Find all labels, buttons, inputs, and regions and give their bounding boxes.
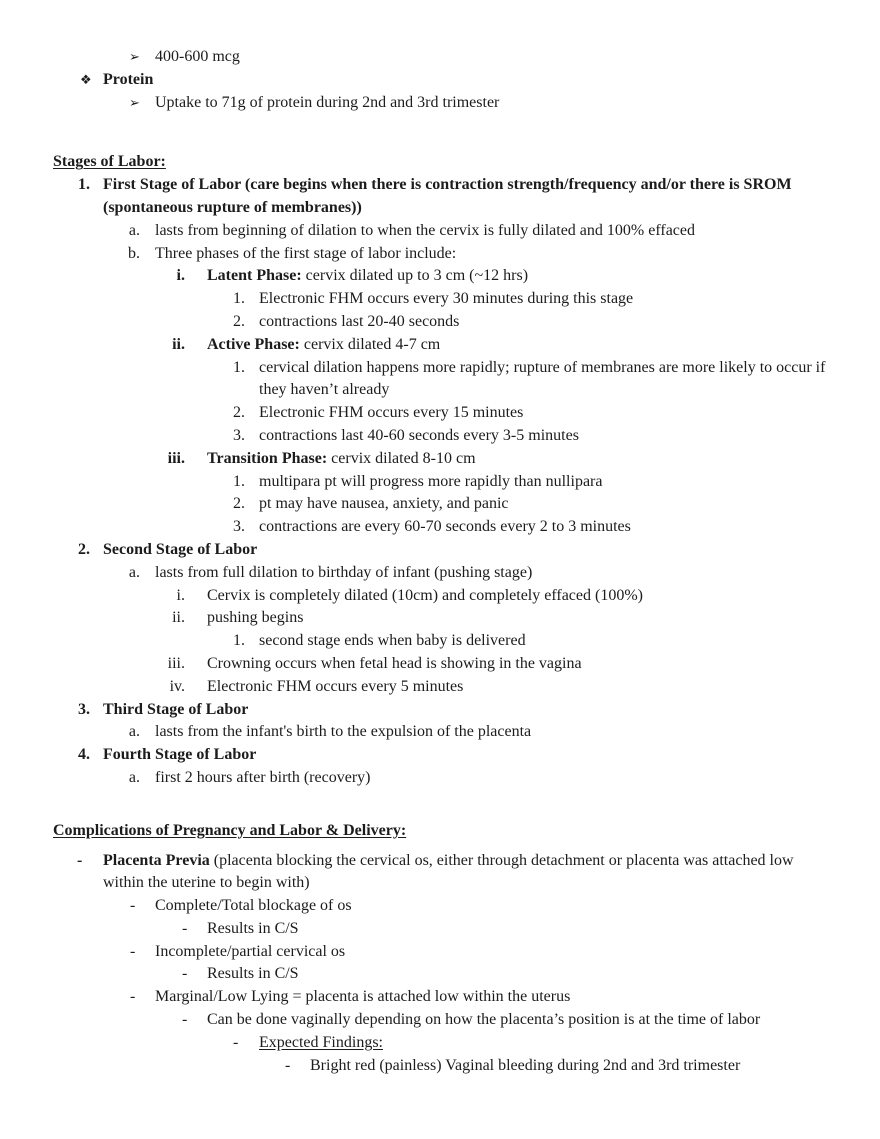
list-item	[53, 895, 827, 918]
list-item	[53, 767, 827, 790]
list-number: iv.	[169, 677, 185, 695]
dash-bullet: -	[130, 942, 136, 960]
list-number: 1.	[233, 472, 245, 490]
list-item-text: multipara pt will progress more rapidly than nullipara	[259, 472, 603, 490]
dash-bullet: -	[130, 897, 136, 915]
list-number: a.	[128, 768, 140, 786]
list-item-text: Electronic FHM occurs every 15 minutes	[259, 404, 524, 422]
list-item-text: pt may have nausea, anxiety, and panic	[259, 495, 509, 513]
dash-bullet: -	[182, 919, 188, 937]
list-item-text: pushing begins	[207, 609, 304, 627]
list-item-text: Transition Phase: cervix dilated 8-10 cm	[207, 449, 476, 467]
list-number: 2.	[233, 404, 245, 422]
list-item	[53, 653, 827, 676]
list-item-text: Expected Findings:	[259, 1033, 383, 1051]
list-item-text: Incomplete/partial cervical os	[155, 942, 346, 960]
list-item-text: Placenta Previa (placenta blocking the cervical os, either through detachment or placenta was attached low within the uterine to begin with)	[103, 851, 794, 892]
list-item-text: contractions are every 60-70 seconds every 2 to 3 minutes	[259, 518, 631, 536]
list-item-text: Protein	[103, 70, 154, 88]
list-item-text: lasts from beginning of dilation to when the cervix is fully dilated and 100% effaced	[155, 221, 696, 239]
list-number: b.	[128, 244, 140, 262]
list-item	[53, 92, 827, 115]
list-number: 3.	[233, 518, 245, 536]
list-number: ii.	[172, 609, 185, 627]
list-number: i.	[176, 267, 185, 285]
list-item	[53, 493, 827, 516]
list-item	[53, 402, 827, 425]
list-item	[53, 676, 827, 699]
list-item	[53, 357, 827, 403]
list-number: 1.	[233, 290, 245, 308]
list-item-text: Electronic FHM occurs every 30 minutes during this stage	[259, 290, 634, 308]
list-item	[53, 1055, 827, 1078]
list-item-text: contractions last 20-40 seconds	[259, 312, 460, 330]
list-number: a.	[128, 723, 140, 741]
list-item	[53, 721, 827, 744]
list-item	[53, 699, 827, 722]
list-number: a.	[128, 563, 140, 581]
list-item-text: Electronic FHM occurs every 5 minutes	[207, 677, 464, 695]
list-item	[53, 585, 827, 608]
list-number: 3.	[233, 426, 245, 444]
list-item-text: second stage ends when baby is delivered	[259, 632, 526, 650]
list-item-text: Marginal/Low Lying = placenta is attached low within the uterus	[155, 988, 571, 1006]
list-item	[53, 174, 827, 220]
bold-lead-in: Active Phase:	[207, 335, 300, 353]
list-item-text: Crowning occurs when fetal head is showing in the vagina	[207, 654, 582, 672]
dash-bullet: -	[130, 988, 136, 1006]
list-item-text: Fourth Stage of Labor	[103, 746, 257, 764]
list-item-text: Complete/Total blockage of os	[155, 897, 352, 915]
arrowhead-bullet-icon: ➢	[129, 50, 140, 65]
list-number: 1.	[233, 632, 245, 650]
list-number: a.	[128, 221, 140, 239]
dash-bullet: -	[182, 965, 188, 983]
list-number: ii.	[172, 335, 185, 353]
list-item-text: Active Phase: cervix dilated 4-7 cm	[207, 335, 441, 353]
list-item-text: Results in C/S	[207, 919, 299, 937]
list-item	[53, 562, 827, 585]
dash-bullet: -	[233, 1033, 239, 1051]
list-item-text: First Stage of Labor (care begins when there is contraction strength/frequency and/or there is SROM (spontaneous rupture of membranes))	[103, 176, 792, 216]
list-item	[53, 539, 827, 562]
list-item	[53, 1009, 827, 1032]
list-number: iii.	[167, 654, 185, 672]
list-item	[53, 918, 827, 941]
list-item-text: Second Stage of Labor	[103, 540, 258, 558]
bold-lead-in: Transition Phase:	[207, 449, 328, 467]
dash-bullet: -	[285, 1056, 291, 1074]
list-number: i.	[176, 586, 185, 604]
list-item-text: contractions last 40-60 seconds every 3-5 minutes	[259, 426, 579, 444]
section-heading: Stages of Labor:	[53, 153, 166, 171]
list-item-text: Cervix is completely dilated (10cm) and completely effaced (100%)	[207, 586, 643, 604]
list-item-text: Three phases of the first stage of labor include:	[155, 244, 457, 262]
list-item	[53, 1032, 827, 1055]
list-item	[53, 265, 827, 288]
list-item	[53, 963, 827, 986]
list-number: 3.	[78, 700, 90, 718]
list-item-text: Bright red (painless) Vaginal bleeding during 2nd and 3rd trimester	[310, 1056, 741, 1074]
list-item-text: Third Stage of Labor	[103, 700, 249, 718]
list-number: 1.	[78, 176, 90, 194]
list-item-text: Uptake to 71g of protein during 2nd and 3rd trimester	[155, 93, 500, 111]
arrowhead-bullet-icon: ➢	[129, 95, 140, 111]
list-item-text: Latent Phase: cervix dilated up to 3 cm (~12 hrs)	[207, 267, 529, 285]
list-item	[53, 334, 827, 357]
list-item	[53, 288, 827, 311]
list-item	[53, 425, 827, 448]
list-item	[53, 448, 827, 471]
list-number: 2.	[233, 312, 245, 330]
list-item-text: first 2 hours after birth (recovery)	[155, 768, 371, 786]
list-item	[53, 243, 827, 266]
bold-lead-in: Placenta Previa	[103, 851, 210, 869]
list-item-text: cervical dilation happens more rapidly; rupture of membranes are more likely to occur if they haven’t already	[259, 358, 826, 399]
list-number: 2.	[78, 540, 90, 558]
list-item	[53, 850, 827, 896]
section-heading: Complications of Pregnancy and Labor & Delivery:	[53, 821, 407, 839]
list-item	[53, 630, 827, 653]
list-item	[53, 986, 827, 1009]
bold-lead-in: Latent Phase:	[207, 267, 302, 285]
list-item	[53, 471, 827, 494]
list-item	[53, 311, 827, 334]
list-number: 4.	[78, 746, 90, 764]
list-item-text: lasts from full dilation to birthday of infant (pushing stage)	[155, 563, 533, 581]
list-item	[53, 607, 827, 630]
list-item-text: 400-600 mcg	[155, 48, 240, 65]
list-item	[53, 220, 827, 243]
diamond-bullet-icon: ❖	[80, 72, 92, 88]
list-number: 1.	[233, 358, 245, 376]
list-item-text: lasts from the infant's birth to the expulsion of the placenta	[155, 723, 532, 741]
list-number: 2.	[233, 495, 245, 513]
list-item	[53, 744, 827, 767]
list-item	[53, 69, 827, 92]
list-number: iii.	[167, 449, 185, 467]
list-item-text: Can be done vaginally depending on how the placenta’s position is at the time of labor	[207, 1011, 761, 1029]
list-item	[53, 516, 827, 539]
dash-bullet: -	[77, 851, 83, 869]
list-item	[53, 46, 827, 69]
list-item	[53, 941, 827, 964]
list-item-text: Results in C/S	[207, 965, 299, 983]
dash-bullet: -	[182, 1011, 188, 1029]
